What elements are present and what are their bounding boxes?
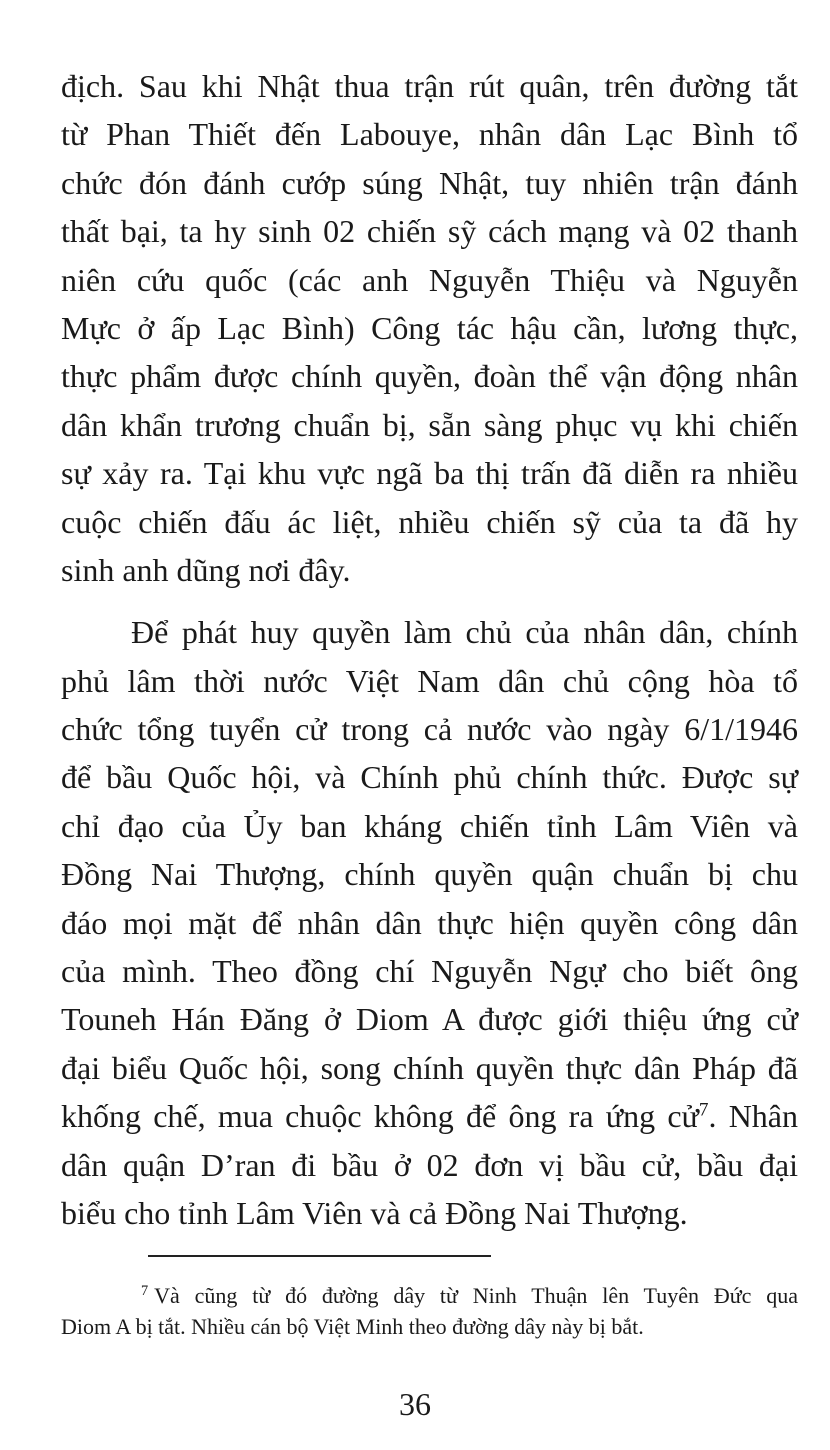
- text-segment: khống chế, mua chuộc không để ông ra ứng cử: [61, 1098, 699, 1135]
- text-line: dân khẩn trương chuẩn bị, sẵn sàng phục vụ khi chiến: [61, 406, 798, 443]
- footnote-mark: 7: [141, 1282, 149, 1299]
- footnote-line: Diom A bị tắt. Nhiều cán bộ Việt Minh theo đường dây này bị bắt.: [61, 1314, 644, 1339]
- page-number: 36: [399, 1386, 431, 1422]
- text-line: chức tổng tuyển cử trong cả nước vào ngày 6/1/1946: [61, 711, 798, 748]
- footnote-reference: 7: [698, 1099, 709, 1121]
- text-line: thất bại, ta hy sinh 02 chiến sỹ cách mạng và 02 thanh: [61, 213, 798, 250]
- text-segment: . Nhân: [708, 1098, 799, 1135]
- text-line: dân quận D’ran đi bầu ở 02 đơn vị bầu cử, bầu đại: [61, 1146, 798, 1183]
- text-line: của mình. Theo đồng chí Nguyễn Ngự cho biết ông: [61, 953, 798, 990]
- text-line: chỉ đạo của Ủy ban kháng chiến tỉnh Lâm Viên và: [61, 807, 798, 844]
- footnote-text: Và cũng từ đó đường dây từ Ninh Thuận lên Tuyên Đức qua: [154, 1283, 798, 1308]
- text-line: Đồng Nai Thượng, chính quyền quận chuẩn bị chu: [61, 856, 798, 893]
- text-line: Touneh Hán Đăng ở Diom A được giới thiệu ứng cử: [61, 1001, 798, 1038]
- main-text: [61, 62, 798, 1237]
- text-line: để bầu Quốc hội, và Chính phủ chính thức. Được sự: [61, 759, 798, 796]
- text-line: Để phát huy quyền làm chủ của nhân dân, chính: [131, 614, 798, 651]
- text-line: phủ lâm thời nước Việt Nam dân chủ cộng hòa tổ: [61, 662, 798, 699]
- text-line: Mực ở ấp Lạc Bình) Công tác hậu cần, lương thực,: [61, 309, 798, 346]
- paragraph-2: [61, 608, 798, 1237]
- text-line-with-footnote-ref: [61, 1092, 798, 1140]
- text-line: cuộc chiến đấu ác liệt, nhiều chiến sỹ của ta đã hy: [61, 503, 798, 540]
- text-line: đáo mọi mặt để nhân dân thực hiện quyền công dân: [61, 904, 798, 941]
- text-line: đại biểu Quốc hội, song chính quyền thực dân Pháp đã: [61, 1049, 798, 1086]
- text-line: thực phẩm được chính quyền, đoàn thể vận động nhân: [61, 358, 798, 395]
- text-line: biểu cho tỉnh Lâm Viên và cả Đồng Nai Thượng.: [61, 1194, 688, 1231]
- text-line: chức đón đánh cướp súng Nhật, tuy nhiên trận đánh: [61, 164, 798, 201]
- text-line: địch. Sau khi Nhật thua trận rút quân, trên đường tắt: [61, 68, 798, 104]
- paragraph-1: [61, 62, 798, 594]
- text-line: niên cứu quốc (các anh Nguyễn Thiệu và Nguyễn: [61, 261, 798, 298]
- text-line: sự xảy ra. Tại khu vực ngã ba thị trấn đã diễn ra nhiều: [61, 455, 798, 492]
- footnote-line: [61, 1280, 798, 1311]
- footnote: [61, 1280, 798, 1342]
- text-line: sinh anh dũng nơi đây.: [61, 551, 351, 588]
- text-line: từ Phan Thiết đến Labouye, nhân dân Lạc Bình tổ: [61, 116, 798, 153]
- footnote-divider: [148, 1255, 491, 1257]
